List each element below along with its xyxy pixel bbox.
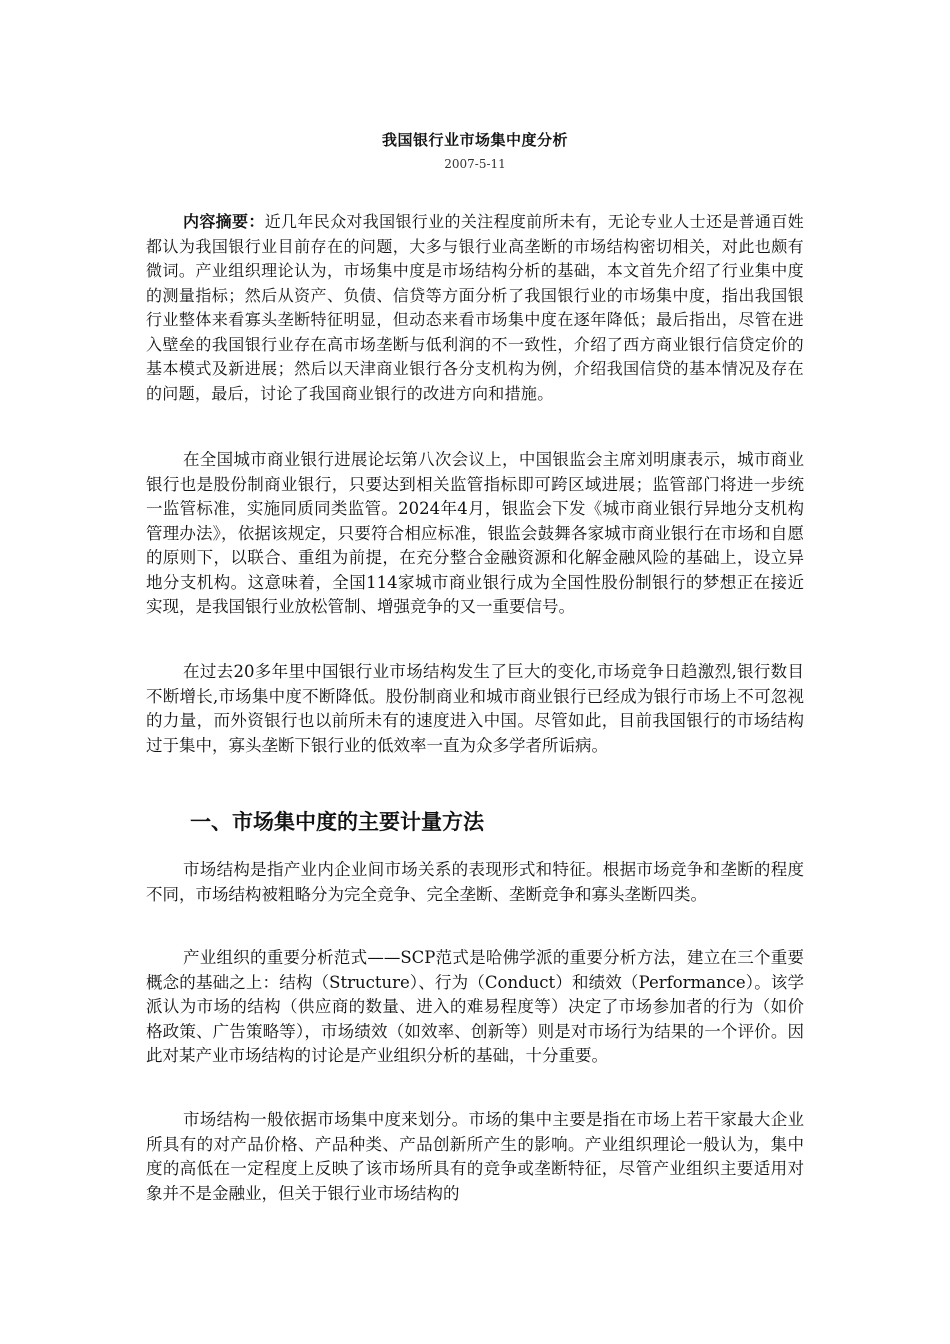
abstract-paragraph bbox=[146, 210, 804, 406]
body-paragraph-5: 市场结构一般依据市场集中度来划分。市场的集中主要是指在市场上若干家最大企业所具有的对产品价格、产品种类、产品创新所产生的影响。产业组织理论一般认为，集中度的高低在一定程度上反映了该市场所具有的竞争或垄断特征，尽管产业组织主要适用对象并不是金融业，但关于银行业市场结构的 bbox=[146, 1110, 804, 1203]
abstract-label: 内容摘要： bbox=[183, 212, 265, 231]
body-paragraph-4: 产业组织的重要分析范式——SCP范式是哈佛学派的重要分析方法，建立在三个重要概念的基础之上：结构（Structure）、行为（Conduct）和绩效（Performance）。该学派认为市场的结构（供应商的数量、进入的难易程度等）决定了市场参加者的行为（如价格政策、广告策略等），市场绩效（如效率、创新等）则是对市场行为结果的一个评价。因此对某产业市场结构的讨论是产业组织分析的基础，十分重要。 bbox=[146, 948, 804, 1065]
section-heading-1: 一、市场集中度的主要计量方法 bbox=[190, 810, 484, 834]
body-paragraph-3: 市场结构是指产业内企业间市场关系的表现形式和特征。根据市场竞争和垄断的程度不同，市场结构被粗略分为完全竞争、完全垄断、垄断竞争和寡头垄断四类。 bbox=[146, 860, 804, 904]
abstract-text: 近几年民众对我国银行业的关注程度前所未有，无论专业人士还是普通百姓都认为我国银行业目前存在的问题，大多与银行业高垄断的市场结构密切相关，对此也颇有微词。产业组织理论认为，市场集中度是市场结构分析的基础，本文首先介绍了行业集中度的测量指标；然后从资产、负债、信贷等方面分析了我国银行业的市场集中度，指出我国银行业整体来看寡头垄断特征明显，但动态来看市场集中度在逐年降低；最后指出，尽管在进入壁垒的我国银行业存在高市场垄断与低利润的不一致性，介绍了西方商业银行信贷定价的基本模式及新进展；然后以天津商业银行各分支机构为例，介绍我国信贷的基本情况及存在的问题，最后，讨论了我国商业银行的改进方向和措施。 bbox=[146, 212, 804, 403]
document-title: 我国银行业市场集中度分析 bbox=[381, 131, 568, 149]
body-paragraph-1: 在全国城市商业银行进展论坛第八次会议上，中国银监会主席刘明康表示，城市商业银行也是股份制商业银行，只要达到相关监管指标即可跨区域进展；监管部门将进一步统一监管标准，实施同质同类监管。2024年4月，银监会下发《城市商业银行异地分支机构管理办法》，依据该规定，只要符合相应标准，银监会鼓舞各家城市商业银行在市场和自愿的原则下，以联合、重组为前提，在充分整合金融资源和化解金融风险的基础上，设立异地分支机构。这意味着，全国114家城市商业银行成为全国性股份制银行的梦想正在接近实现，是我国银行业放松管制、增强竞争的又一重要信号。 bbox=[146, 450, 804, 616]
document-date: 2007-5-11 bbox=[444, 157, 506, 171]
body-paragraph-2: 在过去20多年里中国银行业市场结构发生了巨大的变化,市场竞争日趋激烈,银行数目不断增长,市场集中度不断降低。股份制商业和城市商业银行已经成为银行市场上不可忽视的力量，而外资银行也以前所未有的速度进入中国。尽管如此，目前我国银行的市场结构过于集中，寡头垄断下银行业的低效率一直为众多学者所诟病。 bbox=[146, 662, 804, 755]
